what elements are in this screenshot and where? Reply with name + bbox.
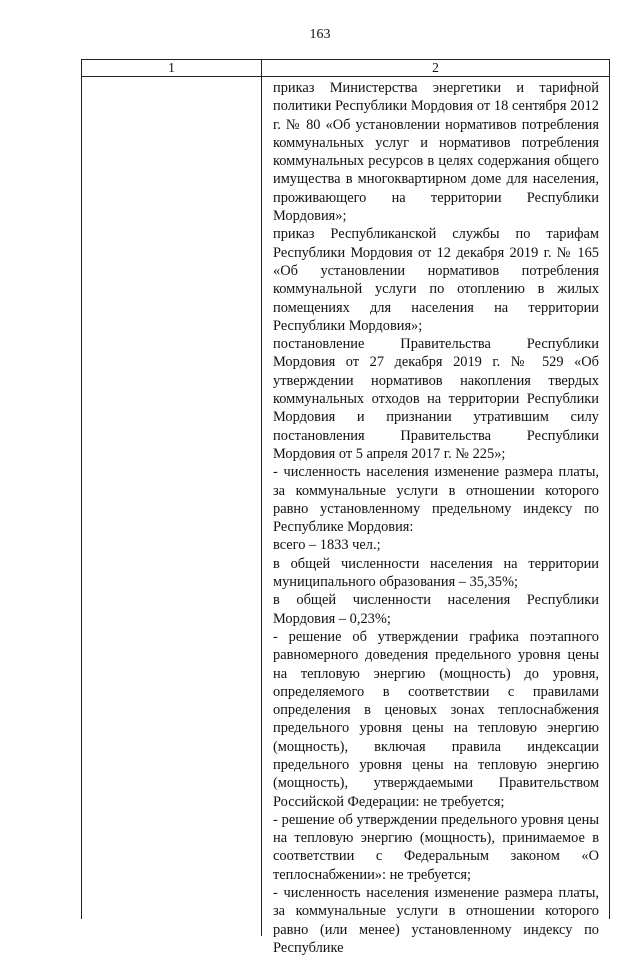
- paragraph-order-tariff-service: приказ Республиканской службы по тарифам Республики Мордовия от 12 декабря 2019 г. № 165 «Об установлении нормативов потребления коммунальной услуги по отоплению в жилых помещениях для населения на территории Республики Мордовия»;: [273, 226, 599, 334]
- paragraph-government-resolution: постановление Правительства Республики Мордовия от 27 декабря 2019 г. № 529 «Об утверждении нормативов накопления твердых коммунальных отходов на территории Республики Мордовия и признании утратившим силу постановления Правительства Республики Мордовия от 5 апреля 2017 г. № 225»;: [273, 336, 599, 462]
- paragraph-share-republic: в общей численности населения Республики Мордовия – 0,23%;: [273, 592, 599, 627]
- column-header-1: 1: [82, 60, 262, 76]
- paragraph-population-equal-index: - численность населения изменение размера платы, за коммунальные услуги в отношении которого равно установленному предельному индексу по Республике Мордовия:: [273, 464, 599, 536]
- table-row: [82, 77, 609, 956]
- document-table: [81, 59, 610, 956]
- paragraph-price-schedule-decision: - решение об утверждении графика поэтапного равномерного доведения предельного уровня цены на тепловую энергию (мощность) до уровня, определяемого в соответствии с правилами определения в ценовых зонах теплоснабжения предельного уровня цены на тепловую энергию (мощность), включая правила индексации предельного уровня цены на тепловую энергию (мощность), утверждаемыми Правительством Российской Федерации: не требуется;: [273, 628, 599, 810]
- paragraph-price-level-decision: - решение об утверждении предельного уровня цены на тепловую энергию (мощность), принимаемое в соответствии с Федеральным законом «О теплоснабжении»: не требуется;: [273, 811, 599, 883]
- page-number: 163: [309, 27, 331, 42]
- paragraph-share-municipality: в общей численности населения на территории муниципального образования – 35,35%;: [273, 555, 599, 591]
- column-header-2: 2: [432, 60, 439, 75]
- table-cell-column-2: [262, 77, 609, 956]
- paragraph-order-ministry: приказ Министерства энергетики и тарифной политики Республики Мордовия от 18 сентября 2012 г. № 80 «Об установлении нормативов потребления коммунальных услуг и нормативов потребления коммунальных ресурсов в целях содержания общего имущества в многоквартирном доме для населения, проживающего на территории Республики Мордовия»;: [273, 80, 599, 225]
- table-header-row: [82, 60, 609, 77]
- table-cell-column-1: [82, 77, 262, 936]
- paragraph-population-total: всего – 1833 чел.;: [273, 537, 381, 554]
- paragraph-population-equal-or-less-index: - численность населения изменение размера платы, за коммунальные услуги в отношении которого равно (или менее) установленному индексу по Республике: [273, 885, 599, 956]
